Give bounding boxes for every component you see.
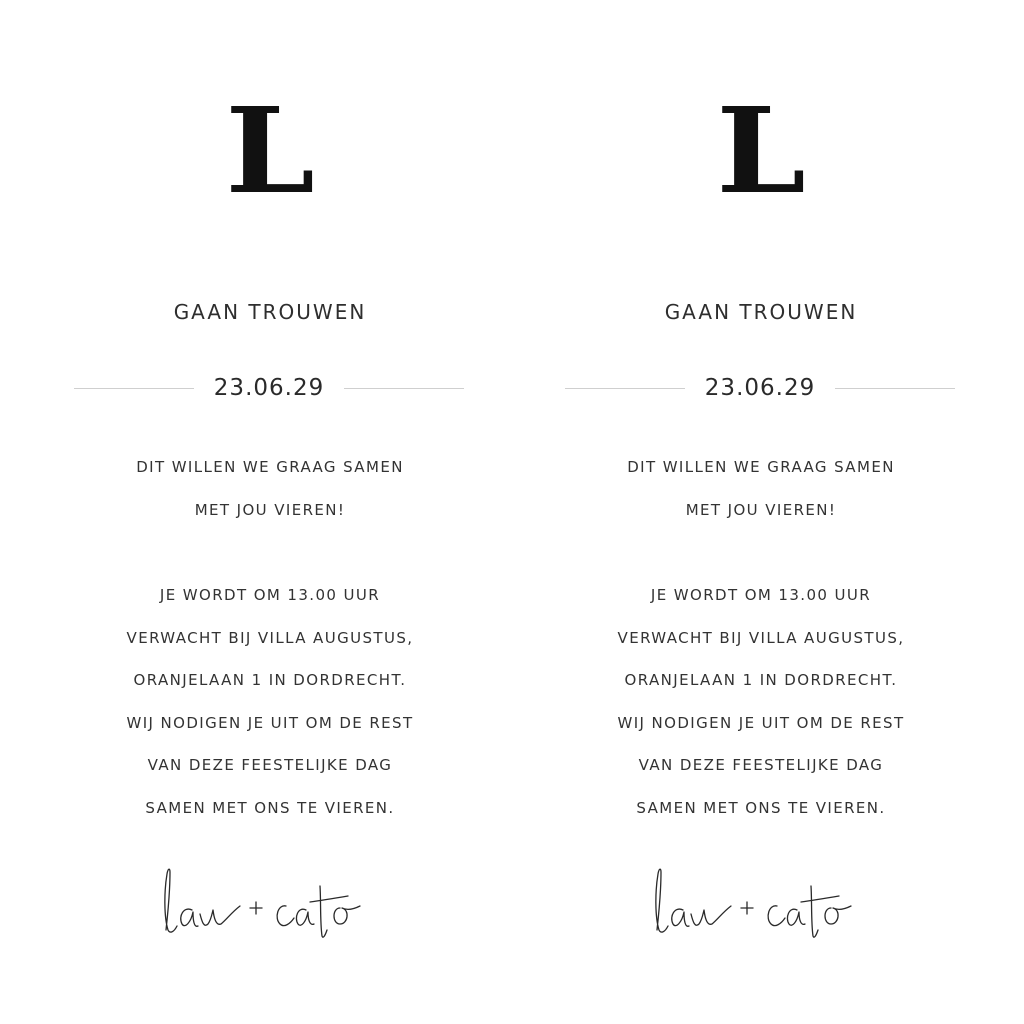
- intro-text: [14, 446, 526, 531]
- details-line: VERWACHT BIJ VILLA AUGUSTUS,: [126, 628, 414, 647]
- wedding-date: 23.06.29: [213, 375, 325, 401]
- divider-right: [344, 388, 464, 389]
- monogram: L: [225, 81, 315, 220]
- wedding-date: 23.06.29: [704, 375, 816, 401]
- headline: GAAN TROUWEN: [664, 300, 858, 324]
- details-line: WIJ NODIGEN JE UIT OM DE REST: [617, 713, 905, 732]
- divider-left: [74, 388, 194, 389]
- details-line: JE WORDT OM 13.00 UUR: [159, 586, 381, 604]
- details-line: WIJ NODIGEN JE UIT OM DE REST: [126, 713, 414, 732]
- intro-line: MET JOU VIEREN!: [685, 500, 837, 519]
- details-line: VAN DEZE FEESTELIJKE DAG: [638, 756, 884, 775]
- details-text: [14, 574, 526, 830]
- intro-line: DIT WILLEN WE GRAAG SAMEN: [627, 458, 895, 476]
- intro-line: MET JOU VIEREN!: [194, 500, 346, 519]
- details-line: VERWACHT BIJ VILLA AUGUSTUS,: [617, 628, 905, 647]
- intro-line: DIT WILLEN WE GRAAG SAMEN: [136, 458, 404, 476]
- invitation-card-right: [505, 0, 1017, 1024]
- signature-script-graphic: [635, 862, 885, 942]
- signature: [635, 862, 885, 942]
- signature-script-graphic: [144, 862, 394, 942]
- intro-text: [505, 446, 1017, 531]
- headline: GAAN TROUWEN: [173, 300, 367, 324]
- details-line: ORANJELAAN 1 IN DORDRECHT.: [624, 671, 898, 690]
- date-row: [565, 370, 955, 406]
- details-line: JE WORDT OM 13.00 UUR: [650, 586, 872, 604]
- details-line: ORANJELAAN 1 IN DORDRECHT.: [133, 671, 407, 690]
- divider-left: [565, 388, 685, 389]
- invitation-card-left: [14, 0, 526, 1024]
- details-line: SAMEN MET ONS TE VIEREN.: [636, 798, 886, 817]
- divider-right: [835, 388, 955, 389]
- monogram: L: [716, 81, 806, 220]
- details-text: [505, 574, 1017, 830]
- date-row: [74, 370, 464, 406]
- signature: [144, 862, 394, 942]
- details-line: VAN DEZE FEESTELIJKE DAG: [147, 756, 393, 775]
- details-line: SAMEN MET ONS TE VIEREN.: [145, 798, 395, 817]
